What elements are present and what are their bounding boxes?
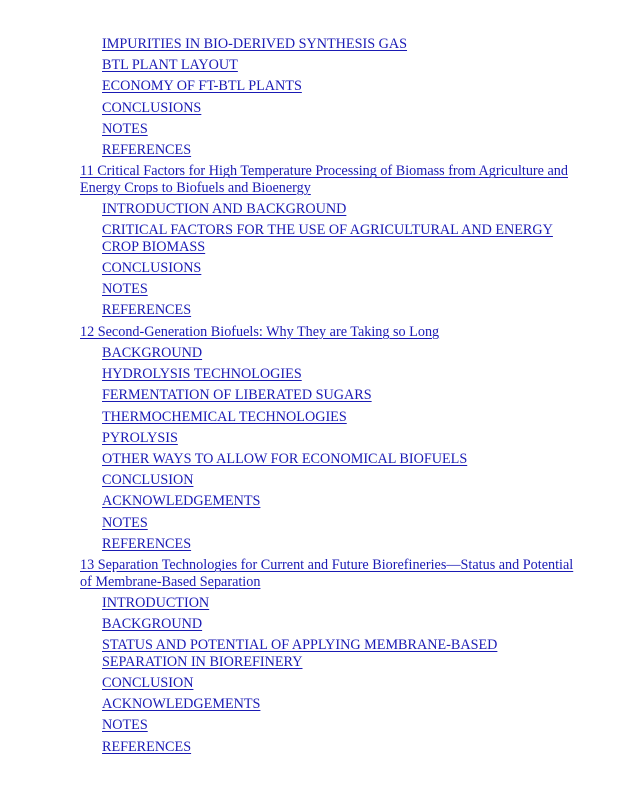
toc-chapter-13: [0, 557, 580, 590]
toc-section-link[interactable]: IMPURITIES IN BIO-DERIVED SYNTHESIS GAS: [102, 36, 408, 52]
toc-section-link[interactable]: REFERENCES: [102, 738, 192, 755]
toc-section-item: [0, 345, 572, 362]
toc-chapter-link[interactable]: 11 Critical Factors for High Temperature Processing of Biomass from Agriculture and Energy Crops to Biofuels and Bioenergy: [80, 163, 568, 196]
toc-section-item: [0, 696, 572, 713]
toc-section-item: [0, 472, 572, 489]
toc-section-item: [0, 78, 572, 95]
toc-section-item: [0, 366, 572, 383]
toc-section-item: [0, 739, 572, 756]
toc-section-link[interactable]: HYDROLYSIS TECHNOLOGIES: [102, 366, 302, 383]
toc-chapter-11: [0, 163, 580, 196]
toc-section-link[interactable]: BACKGROUND: [102, 345, 203, 362]
toc-section-item: [0, 36, 572, 53]
toc-section-link[interactable]: PYROLYSIS: [102, 429, 178, 446]
toc-section-link[interactable]: NOTES: [102, 514, 148, 531]
toc-section-item: [0, 281, 572, 298]
toc-section-link[interactable]: REFERENCES: [102, 141, 192, 158]
toc-section-item: [0, 430, 572, 447]
toc-section-link[interactable]: INTRODUCTION AND BACKGROUND: [102, 201, 347, 218]
toc-section-link[interactable]: BTL PLANT LAYOUT: [102, 57, 238, 74]
toc-section-link[interactable]: INTRODUCTION: [102, 594, 210, 611]
toc-section-link[interactable]: NOTES: [102, 717, 148, 734]
toc-section-item: [0, 100, 572, 117]
toc-section-item: [0, 515, 572, 532]
toc-section-item: [0, 302, 572, 319]
toc-section-link[interactable]: ACKNOWLEDGEMENTS: [102, 493, 261, 510]
toc-section-item: [0, 637, 572, 670]
toc-section-item: [0, 451, 572, 468]
toc-chapter-link[interactable]: 13 Separation Technologies for Current and Future Biorefineries—Status and Potential of Membrane-Based Separation: [80, 557, 574, 590]
toc-section-link[interactable]: CONCLUSIONS: [102, 99, 202, 116]
toc-section-item: [0, 260, 572, 277]
toc-section-link[interactable]: ACKNOWLEDGEMENTS: [102, 696, 261, 713]
toc-section-link[interactable]: NOTES: [102, 120, 148, 137]
toc-section-link[interactable]: CONCLUSION: [102, 675, 194, 691]
toc-section-item: [0, 536, 572, 553]
toc-section-link[interactable]: REFERENCES: [102, 302, 192, 319]
toc-section-item: [0, 387, 572, 404]
toc-section-link[interactable]: NOTES: [102, 281, 148, 298]
toc-section-item: [0, 201, 572, 218]
toc-section-item: [0, 222, 572, 255]
toc-section-link[interactable]: CRITICAL FACTORS FOR THE USE OF AGRICULTURAL AND ENERGY CROP BIOMASS: [102, 222, 553, 255]
toc-section-link[interactable]: CONCLUSION: [102, 472, 194, 489]
toc-section-item: [0, 616, 572, 633]
toc-chapter-link[interactable]: 12 Second-Generation Biofuels: Why They are Taking so Long: [80, 323, 440, 340]
toc-section-link[interactable]: FERMENTATION OF LIBERATED SUGARS: [102, 387, 372, 404]
toc-section-item: [0, 57, 572, 74]
toc-section-item: [0, 717, 572, 734]
toc-section-link[interactable]: STATUS AND POTENTIAL OF APPLYING MEMBRANE-BASED SEPARATION IN BIOREFINERY: [102, 637, 498, 670]
toc-section-link[interactable]: THERMOCHEMICAL TECHNOLOGIES: [102, 408, 347, 425]
toc-section-link[interactable]: BACKGROUND: [102, 616, 203, 633]
toc-section-item: [0, 493, 572, 510]
toc-section-item: [0, 595, 572, 612]
toc-section-link[interactable]: OTHER WAYS TO ALLOW FOR ECONOMICAL BIOFUELS: [102, 451, 468, 467]
toc-section-link[interactable]: ECONOMY OF FT-BTL PLANTS: [102, 78, 302, 95]
toc-section-item: [0, 675, 572, 692]
table-of-contents: [0, 36, 617, 755]
toc-section-link[interactable]: REFERENCES: [102, 535, 192, 552]
toc-section-item: [0, 142, 572, 159]
toc-chapter-12: [0, 324, 580, 341]
toc-section-link[interactable]: CONCLUSIONS: [102, 260, 202, 276]
toc-section-item: [0, 409, 572, 426]
toc-section-item: [0, 121, 572, 138]
